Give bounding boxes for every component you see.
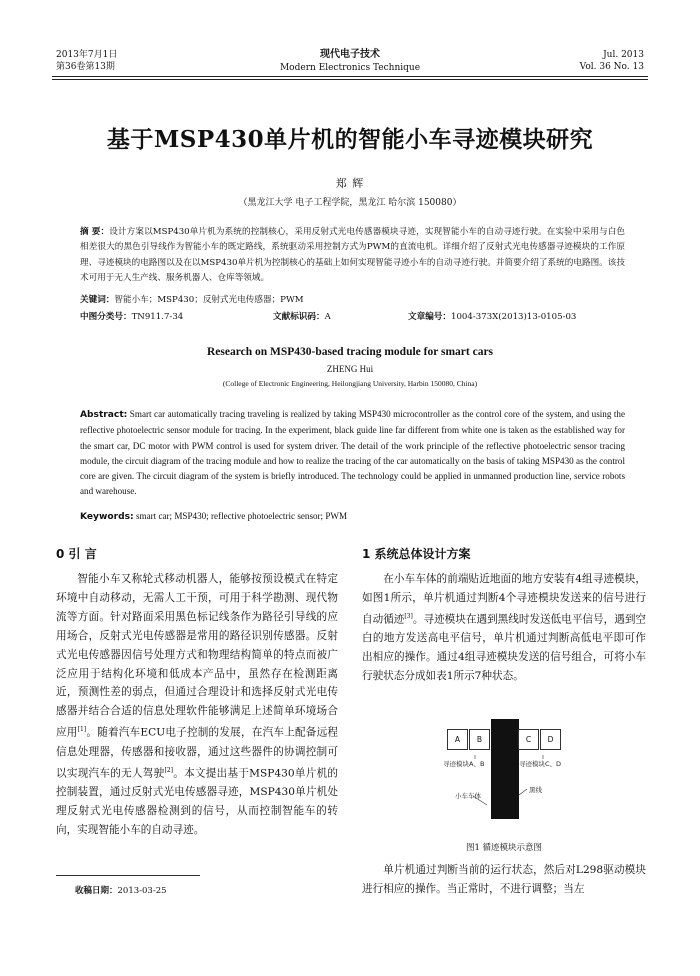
label-module-ab: 寻迹模块A、B <box>443 760 485 768</box>
citation-3: [3] <box>404 612 413 620</box>
journal-name-en: Modern Electronics Technique <box>279 63 421 73</box>
keywords-cn <box>80 293 625 308</box>
document-code: 文献标识码：A <box>273 312 331 322</box>
section-1-heading: 1 系统总体设计方案 <box>362 547 471 561</box>
received-date: 收稿日期：2013-03-25 <box>75 886 167 896</box>
affiliation-en: (College of Electronic Engineering, Heilongjiang University, Harbin 150080, China) <box>222 379 478 388</box>
keywords-en <box>80 509 625 525</box>
figure-1-caption: 图1 循迹模块示意图 <box>465 843 543 853</box>
footnote-rule <box>56 875 200 876</box>
abstract-en <box>80 407 625 500</box>
label-black-line: 黑线 <box>529 786 542 794</box>
section-0-heading: 0 引 言 <box>56 547 97 561</box>
abstract-en-text: Smart car automatically tracing traveling is realized by taking MSP430 microcontroller as the control core of the system, and using the reflective photoelectric sensor module for tracing. In the experiment, black guide line far different from white one is taken as the established way for the smart car, DC motor with PWM control is used for system driver. The detail of the work principle of the reflective photoelectric sensor tracing module, the circuit diagram of the tracing module and how to realize the tracing of the car automatically on the basis of taking MSP430 as the control core are given. The circuit diagram of the system is briefly introduced. The technology could be applied in unmanned production line, service robots and warehouse. <box>80 409 625 497</box>
keywords-cn-label: 关键词： <box>80 295 115 305</box>
clc-number: 中图分类号：TN911.7-34 <box>80 312 184 322</box>
abstract-cn-label: 摘 要： <box>80 227 110 237</box>
author-en: ZHENG Hui <box>326 364 374 374</box>
abstract-en-label: Abstract: <box>80 410 128 420</box>
header-volume-en: Vol. 36 No. 13 <box>579 62 644 72</box>
keywords-en-text: smart car; MSP430; reflective photoelectric sensor; PWM <box>133 511 348 521</box>
sensor-box-c: C <box>518 729 539 750</box>
header-rule-2 <box>52 79 648 80</box>
keywords-en-label: Keywords: <box>80 512 134 522</box>
figure-1-tracing-modules <box>425 719 582 819</box>
header-date: 2013年7月1日 <box>56 50 118 60</box>
figure-1-leader-lines <box>425 719 582 819</box>
article-number: 文章编号：1004-373X(2013)13-0105-03 <box>408 312 577 322</box>
keywords-cn-text: 智能小车；MSP430；反射式光电传感器；PWM <box>114 295 304 305</box>
section-1-paragraph-1: 在小车车体的前端贴近地面的地方安装有4组寻迹模块，如图1所示，单片机通过判断4个寻迹模块发送来的信号进行自动循迹[3]。寻迹模块在遇到黑线时发送低电平信号，遇到空白的地方发送高电平信号，单片机通过判断高低电平即可作出相应的操作。通过4组寻迹模块发送的信号组合，可将小车行驶状态分成如表1所示7种状态。 <box>362 573 647 683</box>
header-volume: 第36卷第13期 <box>56 62 115 72</box>
section-0-paragraph: 智能小车又称轮式移动机器人，能够按预设模式在特定环境中自动移动，无需人工干预，可用于科学勘测、现代物流等方面。针对路面采用黑色标记线条作为路径引导线的应用场合，反射式光电传感器是常用的路径识别传感器。反射式光电传感器因信号处理方式和物理结构简单的特点而被广泛应用于结构化环境和低成本产品中，虽然存在检测距离近，预测性差的弱点，但通过合理设计和选择反射式光电传感器并结合合适的信息处理软件能够满足上述简单环境场合应用[1]。随着汽车ECU电子控制的发展，在汽车上配备远程信息处理器，传感器和接收器，通过这些器件的协调控制可以实现汽车的无人驾驶[2]。本文提出基于MSP430单片机的控制装置，通过反射式光电传感器寻迹，MSP430单片机处理反射式光电传感器检测到的信号，从而控制智能车的转向，实现智能小车的自动寻迹。 <box>56 573 339 836</box>
abstract-cn-text: 设计方案以MSP430单片机为系统的控制核心，采用反射式光电传感器模块寻迹，实现智能小车的自动寻迹行驶。在实验中采用与白色相差很大的黑色引导线作为智能小车的既定路线，系统驱动采用控制方式为PWM的直流电机。详细介绍了反射式光电传感器寻迹模块的工作原理、寻迹模块的电路图以及在以MSP430单片机为控制核心的基础上如何实现智能寻迹小车的自动寻迹行驶。并简要介绍了系统的电路图。该技术可用于无人生产线、服务机器人、仓库等领域。 <box>80 227 625 283</box>
author-cn: 郑 辉 <box>335 177 365 190</box>
sensor-box-d: D <box>540 729 561 750</box>
section-1-paragraph-2: 单片机通过判断当前的运行状态，然后对L298驱动模块进行相应的操作。当正常时，不进行调整；当左 <box>362 864 646 895</box>
abstract-cn <box>80 225 625 286</box>
citation-1: [1] <box>77 726 87 734</box>
paper-title-cn: 基于MSP430单片机的智能小车寻迹模块研究 <box>106 126 594 153</box>
sensor-box-b: B <box>469 729 490 750</box>
paper-title-en: Research on MSP430-based tracing module for smart cars <box>206 346 494 358</box>
header-date-en: Jul. 2013 <box>603 50 644 60</box>
citation-2: [2] <box>164 766 173 774</box>
journal-name-cn: 现代电子技术 <box>320 49 380 60</box>
affiliation-cn: （黑龙江大学 电子工程学院，黑龙江 哈尔滨 150080） <box>238 198 462 208</box>
label-module-cd: 寻迹模块C、D <box>519 760 562 768</box>
label-car-body: 小车车体 <box>455 792 481 800</box>
header-rule <box>52 76 648 77</box>
sensor-box-a: A <box>447 729 468 750</box>
